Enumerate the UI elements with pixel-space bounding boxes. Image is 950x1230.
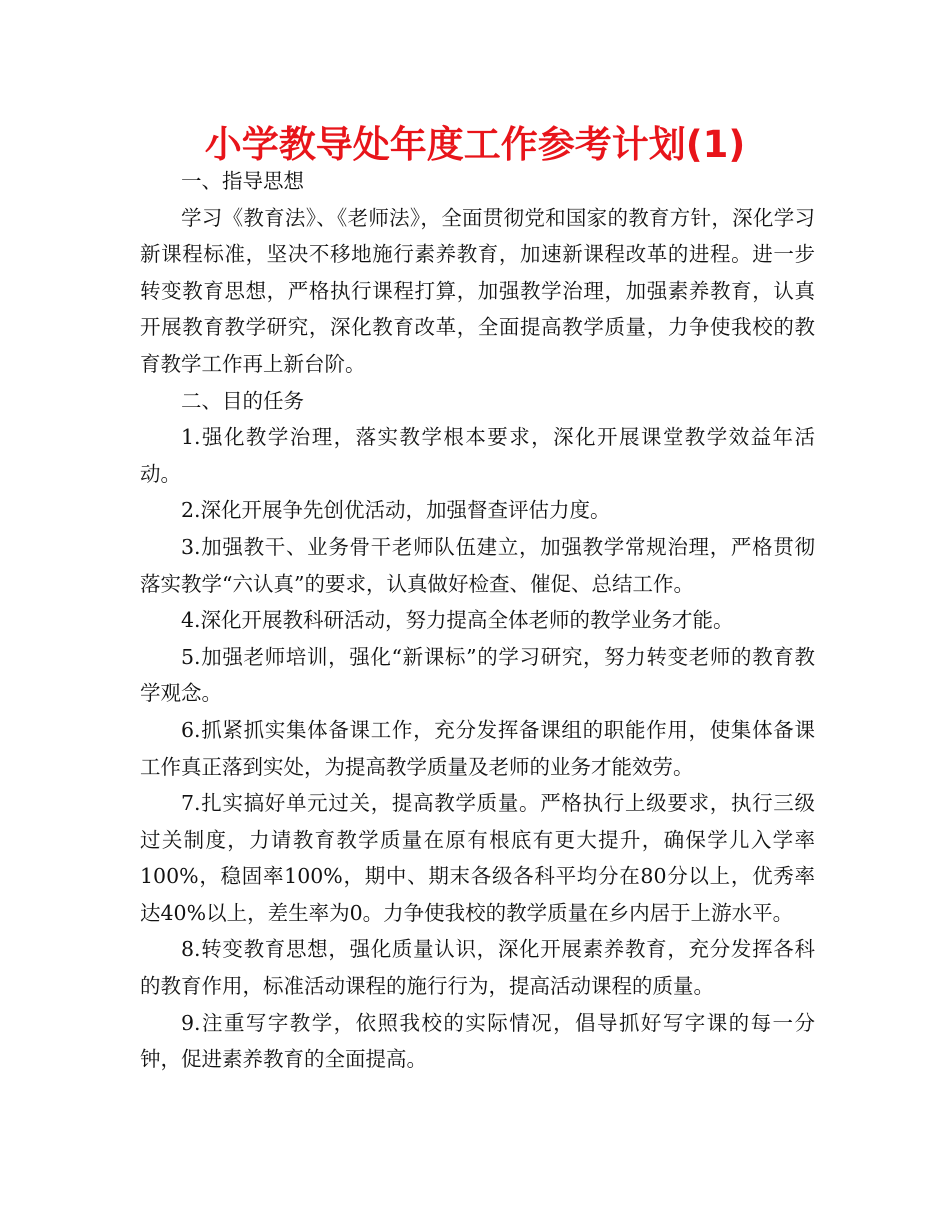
- list-item-task-3: 3.加强教干、业务骨干老师队伍建立，加强教学常规治理，严格贯彻落实教学“六认真”的要求，认真做好检查、催促、总结工作。: [140, 534, 815, 596]
- list-item-task-8: 8.转变教育思想，强化质量认识，深化开展素养教育，充分发挥各科的教育作用，标准活动课程的施行行为，提高活动课程的质量。: [140, 937, 815, 999]
- document-body: [140, 163, 815, 1078]
- paragraph-guiding-thought: 学习《教育法》、《老师法》，全面贯彻党和国家的教育方针，深化学习新课程标准，坚决不移地施行素养教育，加速新课程改革的进程。进一步转变教育思想，严格执行课程打算，加强教学治理，加强素养教育，认真开展教育教学研究，深化教育改革，全面提高教学质量，力争使我校的教育教学工作再上新台阶。: [140, 205, 815, 376]
- list-item-task-5: 5.加强老师培训，强化“新课标”的学习研究，努力转变老师的教育教学观念。: [140, 644, 815, 706]
- list-item-task-6: 6.抓紧抓实集体备课工作，充分发挥备课组的职能作用，使集体备课工作真正落到实处，为提高教学质量及老师的业务才能效劳。: [140, 717, 815, 779]
- section-heading-guiding-thought: 一、指导思想: [181, 169, 304, 193]
- list-item-task-7: 7.扎实搞好单元过关，提高教学质量。严格执行上级要求，执行三级过关制度，力请教育教学质量在原有根底有更大提升，确保学儿入学率100%，稳固率100%，期中、期末各级各科平均分在80分以上，优秀率达40%以上，差生率为0。力争使我校的教学质量在乡内居于上游水平。: [140, 791, 815, 925]
- list-item-task-4: 4.深化开展教科研活动，努力提高全体老师的教学业务才能。: [181, 608, 734, 633]
- section-heading-goals-tasks: 二、目的任务: [181, 388, 304, 413]
- list-item-task-2: 2.深化开展争先创优活动，加强督查评估力度。: [181, 498, 611, 523]
- document-title: 小学教导处年度工作参考计划(1): [204, 123, 746, 166]
- list-item-task-9: 9.注重写字教学，依照我校的实际情况，倡导抓好写字课的每一分钟，促进素养教育的全面提高。: [140, 1010, 815, 1072]
- list-item-task-1: 1.强化教学治理，落实教学根本要求，深化开展课堂教学效益年活动。: [140, 425, 815, 486]
